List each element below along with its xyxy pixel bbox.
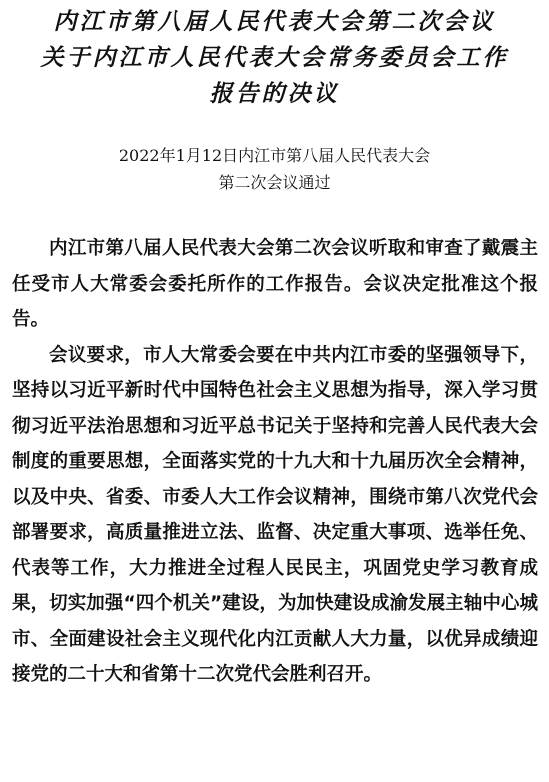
resolution-body: [12, 231, 538, 693]
paragraph-2: 会议要求，市人大常委会要在中共内江市委的坚强领导下，坚持以习近平新时代中国特色社会主义思想为指导，深入学习贯彻习近平法治思想和习近平总书记关于坚持和完善人民代表大会制度的重要思想，全面落实党的十九大和十九届历次全会精神，以及中央、省委、市委人大工作会议精神，围绕市第八次党代会部署要求，高质量推进立法、监督、决定重大事项、选举任免、代表等工作，大力推进全过程人民民主，巩固党史学习教育成果，切实加强“四个机关”建设，为加快建设成渝发展主轴中心城市、全面建设社会主义现代化内江贡献人大力量，以优异成绩迎接党的二十大和省第十二次党代会胜利召开。: [12, 344, 538, 685]
title-line-3: 报告的决议: [209, 80, 340, 107]
adoption-session-line: 第二次会议通过: [218, 173, 331, 192]
title-line-1: 内江市第八届人民代表大会第二次会议: [53, 8, 496, 35]
adoption-date-line: 2022年1月12日内江市第八届人民代表大会: [118, 146, 431, 165]
paragraph-1: 内江市第八届人民代表大会第二次会议听取和审查了戴震主任受市人大常委会委托所作的工作报告。会议决定批准这个报告。: [12, 238, 538, 330]
title-line-2: 关于内江市人民代表大会常务委员会工作: [40, 44, 509, 71]
